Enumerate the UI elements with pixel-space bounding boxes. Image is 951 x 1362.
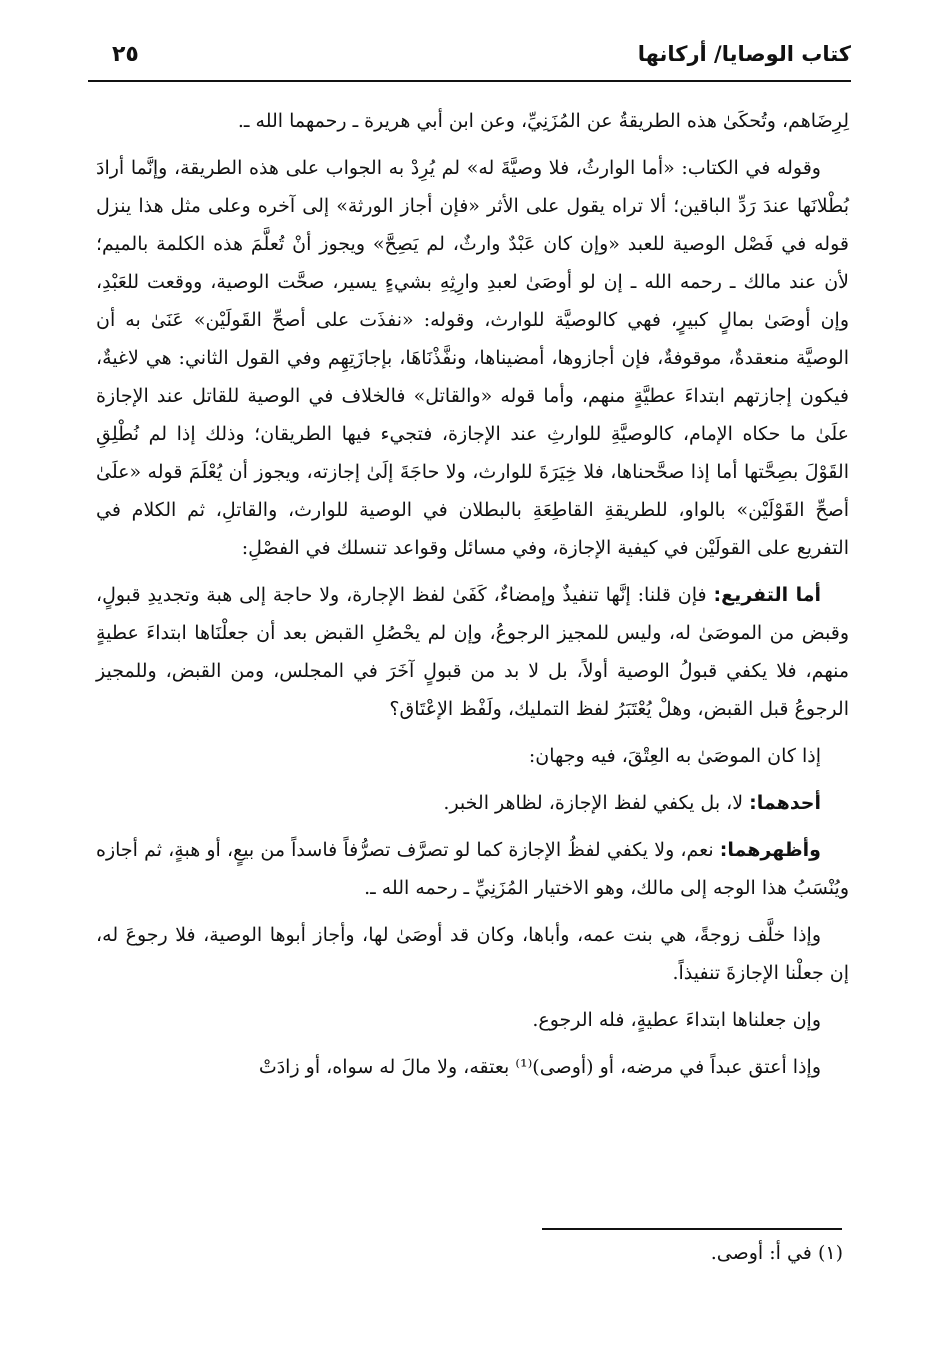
paragraph-text: وإن جعلناها ابتداءَ عطيةٍ، فله الرجوع.	[532, 1009, 821, 1031]
paragraph	[96, 1048, 849, 1086]
section-lead: أما التفريع:	[713, 584, 822, 606]
footnote-rule	[542, 1228, 842, 1230]
paragraph	[96, 576, 849, 728]
page-number: ٢٥	[112, 42, 139, 67]
running-title: كتاب الوصايا/ أركانها	[637, 42, 851, 66]
paragraph-text: وقوله في الكتاب: «أما الوارثُ، فلا وصيَّةَ له» لم يُرِدْ به الجواب على هذه الطريقة، وإنَّما أرادَ بُطْلانَها عندَ رَدِّ الباقين؛ ألا تراه يقول على الأثر «فإن أجاز الورثة» إلى آخره وعلى مثل هذا ينزل قوله في فَصْل الوصية للعبد «وإن كان عَبْدٌ وارثٌ، لم يَصِحَّ» ويجوز أنْ تُعلَّمَ هذه الكلمة بالميم؛ لأن عند مالك ـ رحمه الله ـ إن لو أوصَىٰ لعبدِ وارِثِهِ بشيءٍ يسير، صحَّت الوصية، ووقعت للعَبْدِ، وإن أوصَىٰ بمالٍ كبيرٍ، فهي كالوصيَّة للوارث، وقوله: «نفذَت على أصحِّ القَولَيْن» عَنَىٰ به أن الوصيَّة منعقدةٌ، موقوفةٌ، فإن أجازوها، أمضيناها، ونفَّذْنَاهَا، بإجازَتِهِم وفي القول الثاني: هي لاغيةٌ، فيكون إجازتهم ابتداءَ عطيَّةٍ منهم، وأما قوله «والقاتل» فالخلاف في الوصية للقاتل عند الإجازة علَىٰ ما حكاه الإمام، كالوصيَّةِ للوارثِ عند الإجازة، فتجيء فيها الطريقان؛ وذلك إذا لم نُطْلِقِ القَوْلَ بصِحَّتها أما إذا صحَّحناها، فلا خِيَرَةَ للوارث، ولا حاجَةَ إلَىٰ إجازته، ويجوز أن يُعْلَمَ قوله «علَىٰ أصحِّ القَوْلَيْن» بالواو، للطريقةِ القاطِعَةِ بالبطلان في الوصية للوارث، والقاتلِ، ثم الكلام في التفريع على القولَيْن في كيفية الإجازة، وفي مسائل وقواعد تنسلك في الفصْلِ:	[96, 157, 849, 559]
paragraph	[96, 149, 849, 567]
paragraph-text: لا، بل يكفي لفظ الإجازة، لظاهر الخبر.	[443, 792, 744, 814]
section-lead: وأظهرهما:	[719, 839, 821, 861]
paragraph-text: نعم، ولا يكفي لفظُ الإجازة كما لو تصرَّف تصرُّفاً فاسداً من بيعٍ، أو هبةٍ، ثم أجازه ويُنْسَبُ هذا الوجه إلى مالك، وهو الاختيار المُزَنِيِّ ـ رحمه الله ـ.	[96, 839, 849, 899]
footnote-marker: (١)	[817, 1242, 843, 1264]
footnote-text: في أ: أوصى.	[710, 1242, 812, 1264]
paragraph	[96, 916, 849, 992]
section-lead: أحدهما:	[749, 792, 821, 814]
paragraph	[96, 1001, 849, 1039]
footnote	[711, 1242, 843, 1264]
paragraph	[96, 784, 849, 822]
paragraph	[96, 737, 849, 775]
page-header	[88, 38, 851, 82]
paragraph-text: إذا كان الموصَىٰ به العِتْقَ، فيه وجهان:	[528, 745, 821, 767]
paragraph-text: فإن قلنا: إنَّها تنفيذٌ وإمضاءٌ، كَفَىٰ لفظ الإجارة، ولا حاجة إلى هبة وتجديدِ قبولٍ، وقبض من الموصَىٰ له، وليس للمجيز الرجوعُ، وإن لم يحْصُلِ القبض بعد أن جعلْنَاها ابتداءَ عطيةٍ منهم، فلا يكفي قبولُ الوصية أولاً، بل لا بد من قبولٍ آخَرَ في المجلس، ومن القبض، وللمجيز الرجوعُ قبل القبض، وهلْ يُعْتَبَرُ لفظ التمليك، ولَفْظ الإعْتَاق؟	[96, 584, 849, 720]
paragraph-text: وإذا أعتق عبداً في مرضه، أو (أوصى)⁽¹⁾ بعتقه، ولا مالَ له سواه، أو زادَتْ	[258, 1056, 821, 1078]
paragraph	[96, 831, 849, 907]
paragraph	[96, 102, 849, 140]
header-rule	[88, 80, 851, 82]
paragraph-text: لِرِضَاهم، وتُحكَىٰ هذه الطريقةُ عن المُزَنِيِّ، وعن ابن أبي هريرة ـ رحمهما الله ـ.	[237, 110, 849, 132]
paragraph-text: وإذا خلَّف زوجةً، هي بنت عمه، وأباها، وكان قد أوصَىٰ لها، وأجاز أبوها الوصية، فلا رجوعَ له، إن جعلْنا الإجازةَ تنفيذاً.	[96, 924, 849, 984]
main-text	[96, 102, 849, 1086]
